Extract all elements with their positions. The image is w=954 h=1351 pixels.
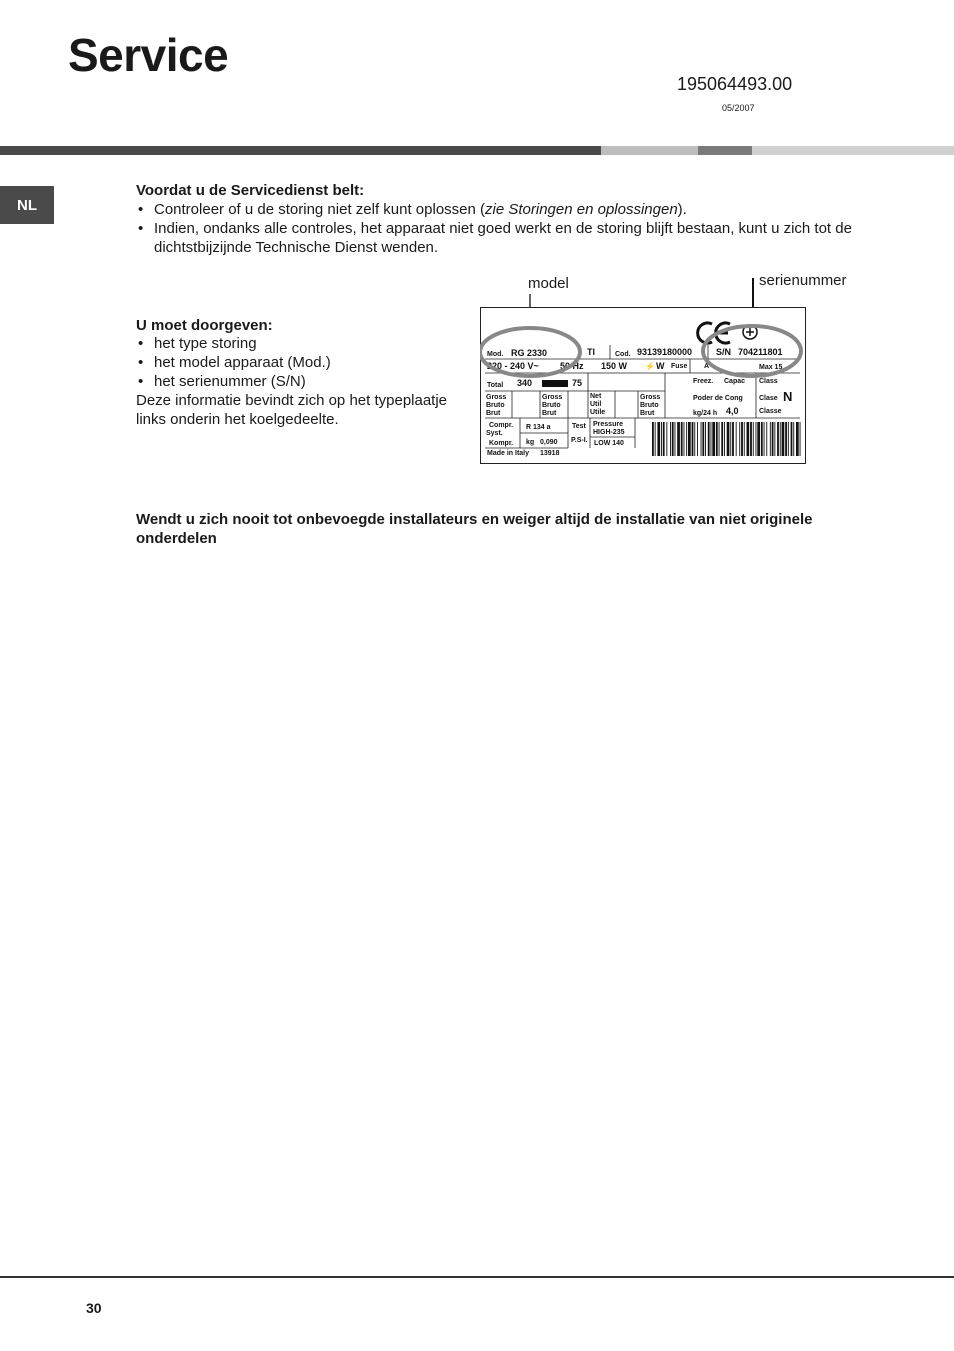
page-number: 30 [86,1300,102,1316]
plate-total-label: Total [487,382,504,389]
barcode-bar [688,422,691,456]
plate-max: Max 15 [759,364,783,371]
barcode-bar [684,422,685,456]
plate-location-note: Deze informatie bevindt zich op het typeplaatje links onderin het koelgedeelte. [136,392,448,428]
barcode-bar [782,422,785,456]
lamp-symbol-icon: ⚡ [645,362,655,371]
barcode-bar [770,422,771,456]
barcode-bar [727,422,730,456]
required-info-section [136,317,456,429]
plate-model-value: RG 2330 [511,348,548,358]
barcode-bar [756,422,757,456]
barcode-bar [675,422,676,456]
barcode-bar [681,422,683,456]
barcode-bar [677,422,680,456]
barcode-bar [791,422,793,456]
barcode-bar [793,422,794,456]
plate-sn-label: S/N [716,347,732,357]
plate-poder-label: Poder de Cong [693,395,743,402]
barcode-bar [777,422,779,456]
barcode-bar [692,422,694,456]
barcode-bar [721,422,723,456]
list-item: • het type storing [136,334,456,353]
barcode-bar [732,422,734,456]
document-date: 05/2007 [722,103,755,113]
plate-refrigerant-kg: 0,090 [540,439,558,446]
svg-text:Gross: Gross [542,394,563,401]
plate-lamp-watt: W [656,361,665,371]
plate-clase-label: Clase [759,395,778,402]
plate-refrigerant: R 134 a [526,424,551,431]
plate-total-value: 340 [517,378,533,388]
svg-text:P.S-I.: P.S-I. [571,437,588,444]
svg-text:Brut: Brut [542,410,557,417]
plate-climate-class: N [783,389,793,404]
svg-text:Bruto: Bruto [640,402,659,409]
barcode-bar [772,422,774,456]
barcode-bar [705,422,706,456]
barcode-bar [672,422,674,456]
plate-made-code: 13918 [540,450,560,457]
required-info-heading: U moet doorgeven: [136,317,273,334]
barcode-bar [788,422,789,456]
plate-made-in: Made in Italy [487,450,530,457]
required-info-list [136,334,456,391]
page-title: Service [68,29,229,81]
barcode-bar [711,422,712,456]
svg-text:Compr.: Compr. [489,422,514,429]
language-tab: NL [0,186,54,224]
warning-text: Wendt u zich nooit tot onbevoegde installateurs en weiger altijd de installatie van niet originele onderdelen [136,511,813,547]
svg-text:LOW 140: LOW 140 [594,440,624,447]
svg-text:Bruto: Bruto [486,402,505,409]
svg-text:Bruto: Bruto [542,402,561,409]
barcode-bar [730,422,731,456]
barcode-bar [702,422,704,456]
list-item: • Indien, ondanks alle controles, het apparaat niet goed werkt en de storing blijft bestaan, kunt u zich tot de dichtstbijzijnde Technische Dienst wenden. [136,219,866,257]
plate-amp: A [704,363,710,370]
list-item: • het serienummer (S/N) [136,372,456,391]
plate-voltage: 220 - 240 V~ [487,361,539,371]
barcode-bar [766,422,767,456]
plate-kg24-label: kg/24 h [693,410,718,417]
plate-class-label: Class [759,378,778,385]
barcode-bar [750,422,752,456]
svg-text:Gross: Gross [640,394,661,401]
svg-text:Brut: Brut [486,410,501,417]
barcode-bar [666,422,667,456]
barcode-bar [744,422,745,456]
plate-mod-label: Mod. [487,351,504,358]
svg-text:Kompr.: Kompr. [489,440,514,447]
plate-capac-label: Capac [724,378,746,385]
serial-callout-label: serienummer [759,272,847,289]
barcode-bar [753,422,754,456]
list-item: • Controleer of u de storing niet zelf kunt oplossen (zie Storingen en oplossingen). [136,200,866,219]
barcode-bar [796,422,799,456]
barcode-bar [780,422,781,456]
barcode-bar [657,422,660,456]
rating-plate [480,307,806,464]
barcode-bar [761,422,763,456]
barcode-bar [694,422,695,456]
plate-fuse: Fuse [671,363,688,370]
barcode-bar [747,422,750,456]
document-number: 195064493.00 [677,74,793,94]
barcode-bar [724,422,725,456]
barcode-bar [719,422,720,456]
svg-text:Syst.: Syst. [486,430,503,437]
svg-text:kg: kg [526,439,535,446]
barcode-bar [663,422,665,456]
svg-text:Net: Net [590,393,602,400]
plate-freez-label: Freez. [693,378,714,385]
plate-freezing-capacity: 4,0 [726,406,739,416]
barcode-bar [686,422,687,456]
plate-power: 150 W [601,361,628,371]
cross-reference: zie Storingen en oplossingen [485,201,678,218]
barcode-bar [739,422,740,456]
svg-text:HIGH-235: HIGH-235 [593,429,625,436]
plate-classe-label: Classe [759,408,782,415]
model-callout-label: model [528,275,569,292]
plate-frequency: 50 Hz [560,361,584,371]
svg-text:Gross: Gross [486,394,507,401]
barcode-bar [661,422,662,456]
barcode-bar [741,422,743,456]
barcode-bar [652,422,654,456]
barcode-bar [655,422,656,456]
plate-cod-label: Cod. [615,351,631,358]
barcode-bar [701,422,702,456]
plate-total-secondary: 75 [572,378,583,388]
svg-text:Utile: Utile [590,409,606,416]
barcode-bar [712,422,715,456]
barcode-bar [697,422,698,456]
list-item: • het model apparaat (Mod.) [136,353,456,372]
plate-cod-value: 93139180000 [637,347,693,357]
barcode-bar [800,422,801,456]
barcode-bar [736,422,737,456]
plate-serial-value: 704211801 [738,347,783,357]
barcode-bar [774,422,775,456]
footer-rule [0,1276,954,1278]
barcode-bar [757,422,760,456]
freezer-stars-icon [542,380,568,387]
barcode-bar [670,422,671,456]
barcode-bar [764,422,765,456]
svg-text:Brut: Brut [640,410,655,417]
plate-ti: TI [587,347,595,357]
svg-text:Pressure: Pressure [593,421,623,428]
barcode-bar [785,422,787,456]
svg-text:Test: Test [572,423,586,430]
svg-text:Util: Util [590,401,602,408]
before-calling-heading: Voordat u de Servicedienst belt: [136,182,365,199]
barcode-bar [708,422,710,456]
barcode-bar [716,422,718,456]
